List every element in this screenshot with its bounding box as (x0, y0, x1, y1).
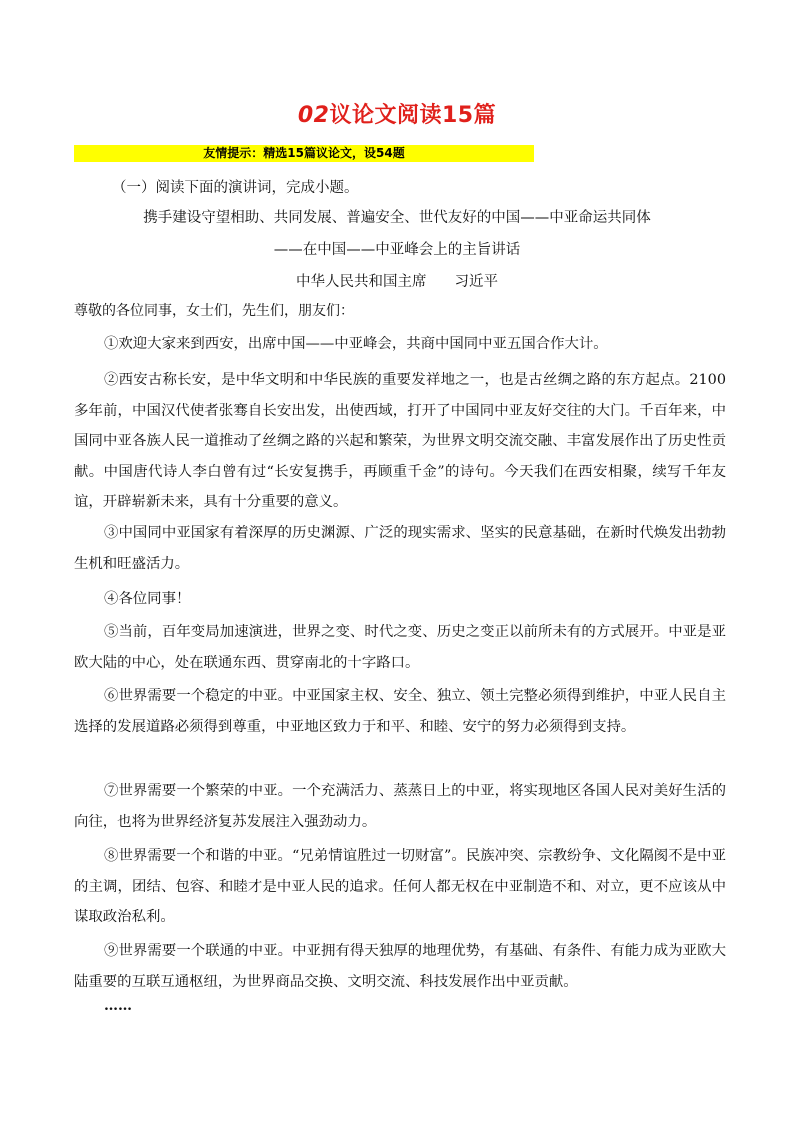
speech-title: 携手建设守望相助、共同发展、普遍安全、世代友好的中国——中亚命运共同体 (143, 210, 651, 226)
paragraph-3: ③中国同中亚国家有着深厚的历史渊源、广泛的现实需求、坚实的民意基础，在新时代焕发出勃勃生机和旺盛活力。 (74, 525, 726, 572)
paragraph-2: ②西安古称长安，是中华文明和中华民族的重要发祥地之一，也是古丝绸之路的东方起点。2100多年前，中国汉代使者张骞自长安出发，出使西域，打开了中国同中亚友好交往的大门。千百年来，中国同中亚各族人民一道推动了丝绸之路的兴起和繁荣，为世界文明交流交融、丰富发展作出了历史性贡献。中国唐代诗人李白曾有过“长安复携手，再顾重千金”的诗句。今天我们在西安相聚，续写千年友谊，开辟崭新未来，具有十分重要的意义。 (74, 372, 726, 510)
speech-subtitle: ——在中国——中亚峰会上的主旨讲话 (273, 242, 521, 258)
author-name: 习近平 (454, 274, 498, 290)
paragraph-1: ①欢迎大家来到西安，出席中国——中亚峰会，共商中国同中亚五国合作大计。 (104, 336, 608, 352)
document-title (0, 98, 794, 129)
paragraph-6: ⑥世界需要一个稳定的中亚。中亚国家主权、安全、独立、领土完整必须得到维护，中亚人民自主选择的发展道路必须得到尊重，中亚地区致力于和平、和睦、安宁的努力必须得到支持。 (74, 688, 726, 735)
paragraph-5: ⑤当前，百年变局加速演进，世界之变、时代之变、历史之变正以前所未有的方式展开。中亚是亚欧大陆的中心，处在联通东西、贯穿南北的十字路口。 (74, 624, 726, 671)
question-intro: （一）阅读下面的演讲词，完成小题。 (112, 180, 359, 196)
hint-banner: 友情提示：精选15篇议论文，设54题 (74, 145, 534, 162)
ellipsis: …… (104, 998, 132, 1014)
paragraph-8: ⑧世界需要一个和谐的中亚。“兄弟情谊胜过一切财富”。民族冲突、宗教纷争、文化隔阂不是中亚的主调，团结、包容、和睦才是中亚人民的追求。任何人都无权在中亚制造不和、对立，更不应该从中谋取政治私利。 (74, 848, 726, 925)
paragraph-4: ④各位同事！ (104, 591, 191, 607)
paragraph-9: ⑨世界需要一个联通的中亚。中亚拥有得天独厚的地理优势，有基础、有条件、有能力成为亚欧大陆重要的互联互通枢纽，为世界商品交换、文明交流、科技发展作出中亚贡献。 (74, 943, 726, 990)
salutation: 尊敬的各位同事，女士们，先生们，朋友们： (74, 303, 354, 319)
title-text: 议论文阅读15篇 (329, 103, 497, 128)
paragraph-7: ⑦世界需要一个繁荣的中亚。一个充满活力、蒸蒸日上的中亚，将实现地区各国人民对美好生活的向往，也将为世界经济复苏发展注入强劲动力。 (74, 783, 726, 830)
author-role: 中华人民共和国主席 (296, 274, 427, 290)
title-number: 02 (297, 103, 330, 128)
speech-author (0, 270, 794, 291)
